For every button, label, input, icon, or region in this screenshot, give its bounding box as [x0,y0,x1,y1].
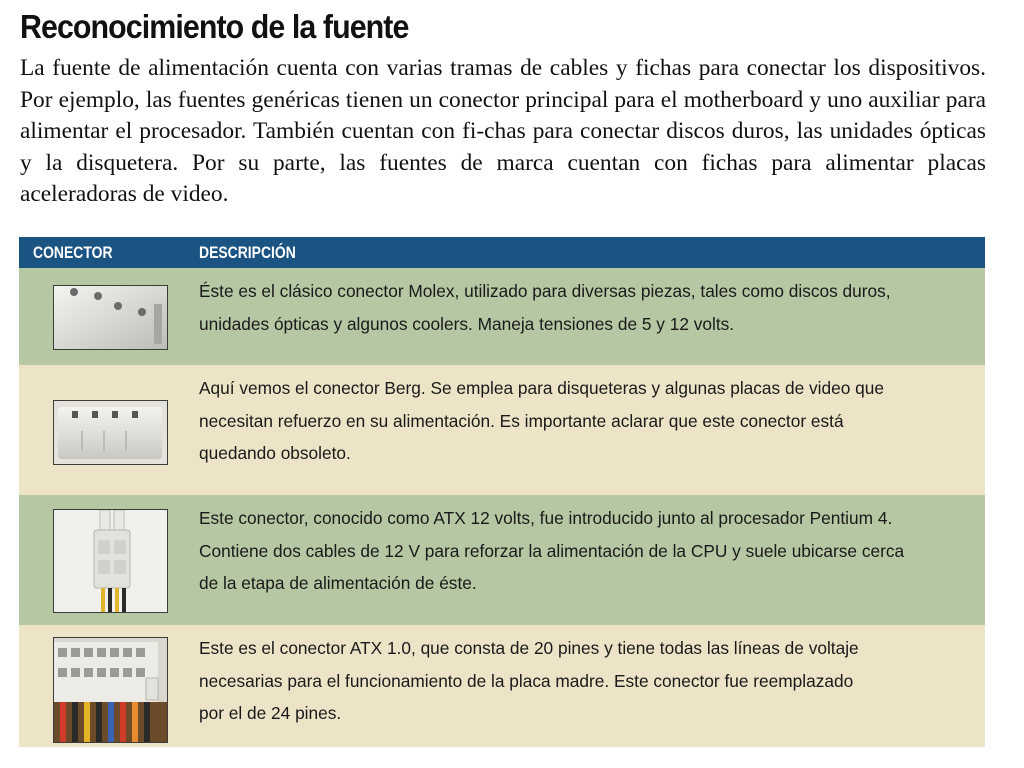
header-descripcion: DESCRIPCIÓN [199,243,296,262]
berg-connector-image [53,400,168,465]
table-row [19,365,985,495]
header-conector: CONECTOR [33,243,113,262]
page-title: Reconocimiento de la fuente [20,8,409,45]
molex-connector-image [53,285,168,350]
table-row [19,495,985,625]
row-description: Este es el conector ATX 1.0, que consta de 20 pines y tiene todas las líneas de voltaje necesarias para el funcionamiento de la placa madre. Este conector fue reemplazado por el de 24 pines. [199,638,859,723]
atx-10-connector-image [53,637,168,743]
row-description: Este conector, conocido como ATX 12 volts, fue introducido junto al procesador Pentium 4. Contiene dos cables de 12 V para reforzar la alimentación de la CPU y suele ubicarse cerca de la etapa de alimentación de éste. [199,508,905,593]
table-row [19,268,985,365]
connector-table [19,237,985,747]
atx-12v-connector-image [53,509,168,613]
row-description: Éste es el clásico conector Molex, utilizado para diversas piezas, tales como discos duros, unidades ópticas y algunos coolers. Maneja tensiones de 5 y 12 volts. [199,281,891,334]
table-header [19,237,985,268]
table-row [19,625,985,747]
intro-paragraph: La fuente de alimentación cuenta con varias tramas de cables y fichas para conectar los dispositivos. Por ejemplo, las fuentes genéricas tienen un conector principal para el motherboard y uno auxiliar para alimentar el procesador. También cuentan con fi-chas para conectar discos duros, las unidades ópticas y la disquetera. Por su parte, las fuentes de marca cuentan con fichas para alimentar placas aceleradoras de video. [20,55,986,208]
row-description: Aquí vemos el conector Berg. Se emplea para disqueteras y algunas placas de video que necesitan refuerzo en su alimentación. Es importante aclarar que este conector está quedando obsoleto. [199,378,884,463]
